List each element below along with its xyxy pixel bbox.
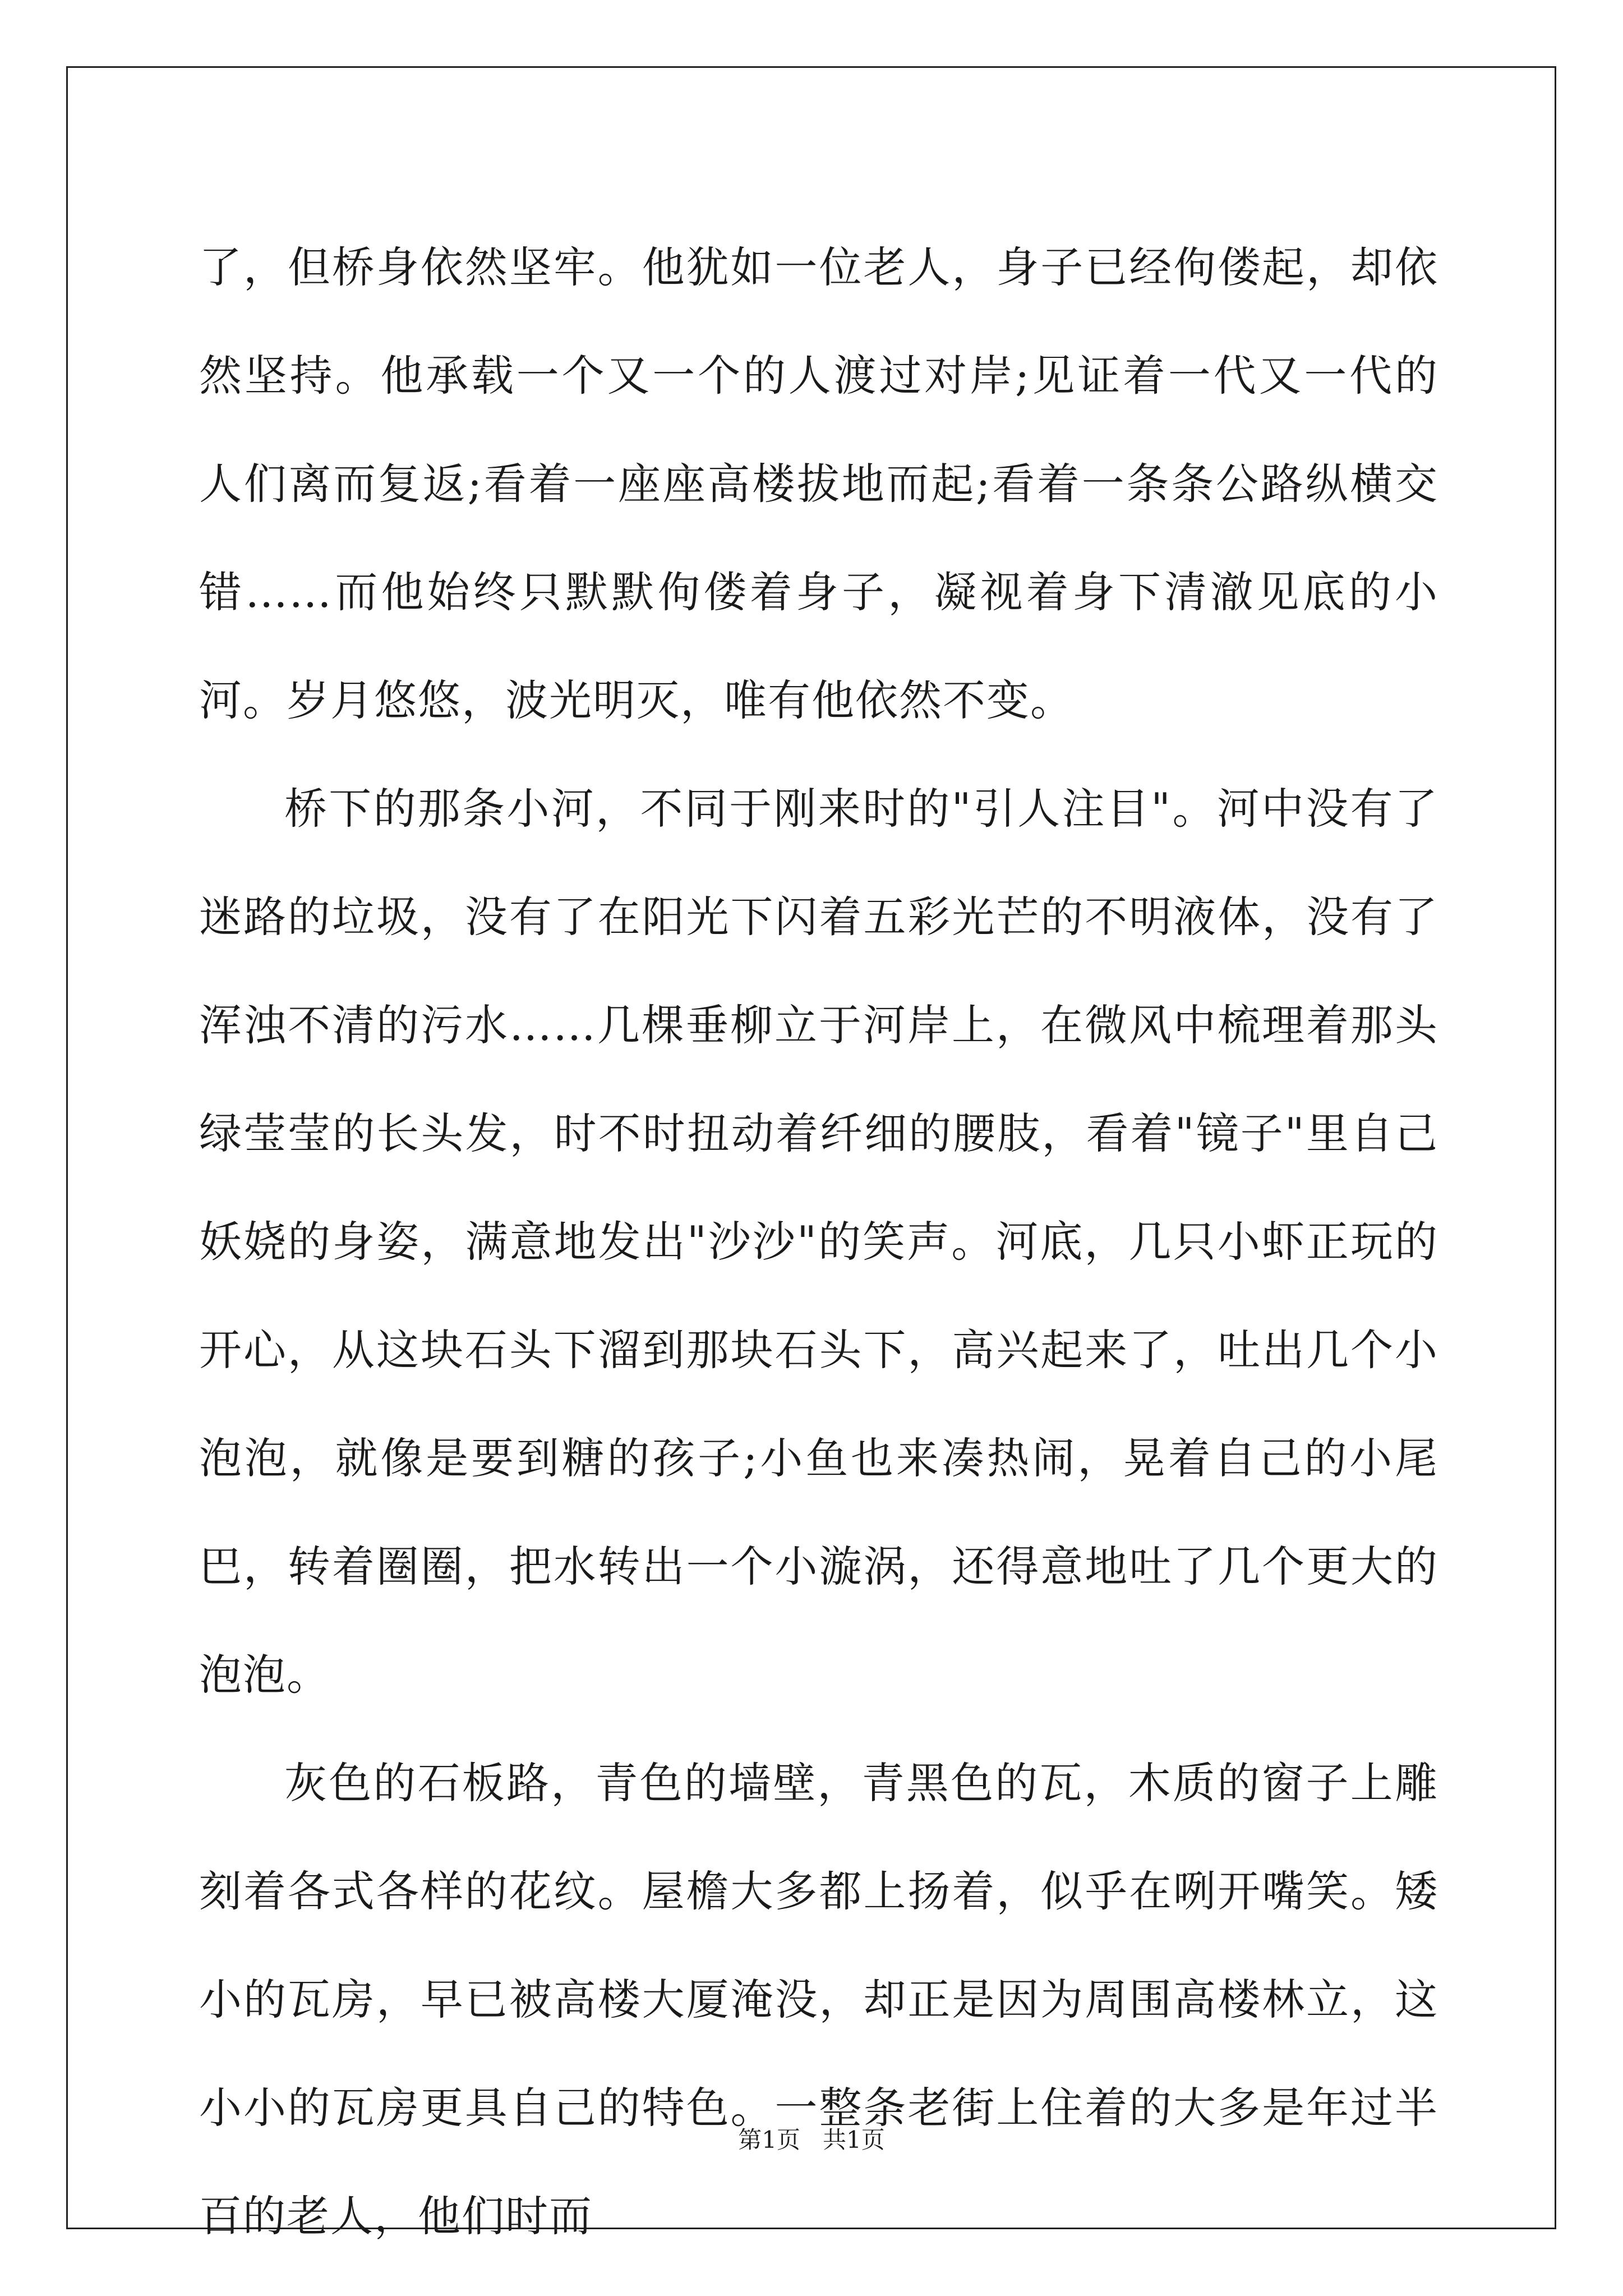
paragraph-3: 灰色的石板路，青色的墙壁，青黑色的瓦，木质的窗子上雕刻着各式各样的花纹。屋檐大多都上扬着，似乎在咧开嘴笑。矮小的瓦房，早已被高楼大厦淹没，却正是因为周围高楼林立，这小小的瓦房更具自己的特色。一整条老街上住着的大多是年过半百的老人，他们时而 xyxy=(199,1758,1438,2241)
paragraph-2: 桥下的那条小河，不同于刚来时的"引人注目"。河中没有了迷路的垃圾，没有了在阳光下闪着五彩光芒的不明液体，没有了浑浊不清的污水……几棵垂柳立于河岸上，在微风中梳理着那头绿莹莹的长头发，时不时扭动着纤细的腰肢，看着"镜子"里自己妖娆的身姿，满意地发出"沙沙"的笑声。河底，几只小虾正玩的开心，从这块石头下溜到那块石头下，高兴起来了，吐出几个小泡泡，就像是要到糖的孩子;小鱼也来凑热闹，晃着自己的小尾巴，转着圈圈，把水转出一个小漩涡，还得意地吐了几个更大的泡泡。 xyxy=(199,784,1438,1700)
document-body xyxy=(199,213,1438,2270)
page-number: 第1页 共1页 xyxy=(738,2126,885,2154)
paragraph-1: 了，但桥身依然坚牢。他犹如一位老人，身子已经佝偻起，却依然坚持。他承载一个又一个的人渡过对岸;见证着一代又一代的人们离而复返;看着一座座高楼拔地而起;看着一条条公路纵横交错……而他始终只默默佝偻着身子，凝视着身下清澈见底的小河。岁月悠悠，波光明灭，唯有他依然不变。 xyxy=(199,242,1438,725)
page-footer xyxy=(0,2123,1623,2157)
